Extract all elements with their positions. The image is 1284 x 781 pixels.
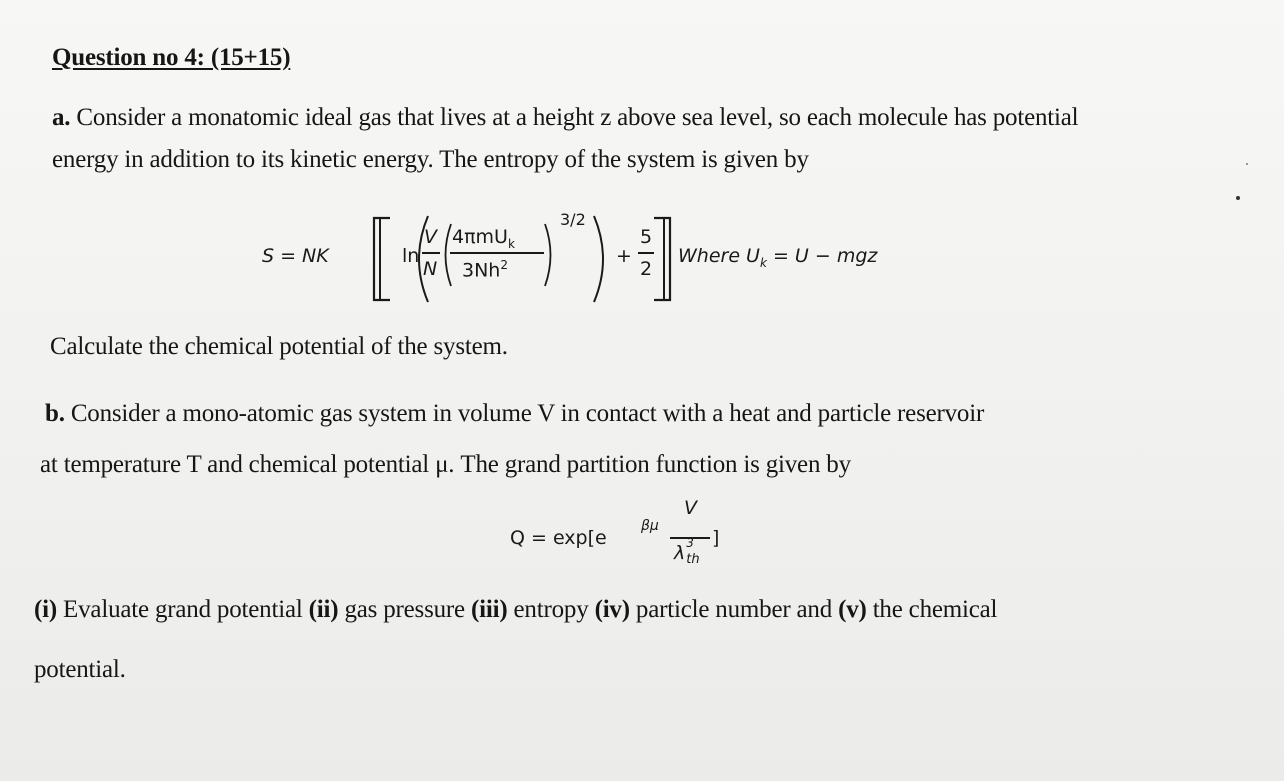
eq-numerator: 4πmU$_k$: [452, 226, 515, 251]
eq-denominator: 3Nh$^2$: [462, 258, 508, 282]
eq-close-bracket: ]: [712, 527, 720, 549]
eq-lhs: S = NK: [262, 245, 329, 267]
eq-exponent: βμ: [641, 518, 659, 534]
eq-power: 3/2: [560, 210, 586, 229]
part-a-line-2: energy in addition to its kinetic energy. The entropy of the system is given by: [52, 146, 809, 173]
question-title: Question no 4: (15+15): [52, 44, 291, 71]
eq-v: V: [424, 226, 437, 248]
part-b-label: b.: [45, 400, 65, 427]
eq-lambda: λ 3 th: [674, 536, 700, 567]
part-a-label: a.: [52, 104, 71, 131]
eq-two: 2: [640, 258, 653, 280]
stray-dot-small: [1246, 163, 1248, 165]
part-b-line-1: b. Consider a mono-atomic gas system in volume V in contact with a heat and particle reservoir: [45, 400, 985, 427]
stray-dot: [1236, 196, 1240, 200]
eq-five: 5: [640, 226, 653, 248]
part-b-line-2: at temperature T and chemical potential μ. The grand partition function is given by: [40, 451, 851, 478]
eq-n: N: [423, 258, 438, 280]
eq-where: Where $U_k = U$ − mgz: [678, 245, 878, 270]
part-a-line-1: a. Consider a monatomic ideal gas that lives at a height z above sea level, so each molecule has potential: [52, 104, 1079, 131]
eq-q-lhs: Q = exp[e: [510, 527, 607, 549]
eq-ln: ln: [402, 245, 420, 267]
eq-v-numerator: V: [684, 497, 697, 519]
part-b-tasks-line-2: potential.: [34, 656, 126, 683]
eq-plus: +: [616, 245, 632, 267]
part-b-tasks-line-1: (i) Evaluate grand potential (ii) gas pressure (iii) entropy (iv) particle number and (v) the chemical: [34, 596, 998, 623]
part-a-task: Calculate the chemical potential of the system.: [50, 333, 508, 360]
